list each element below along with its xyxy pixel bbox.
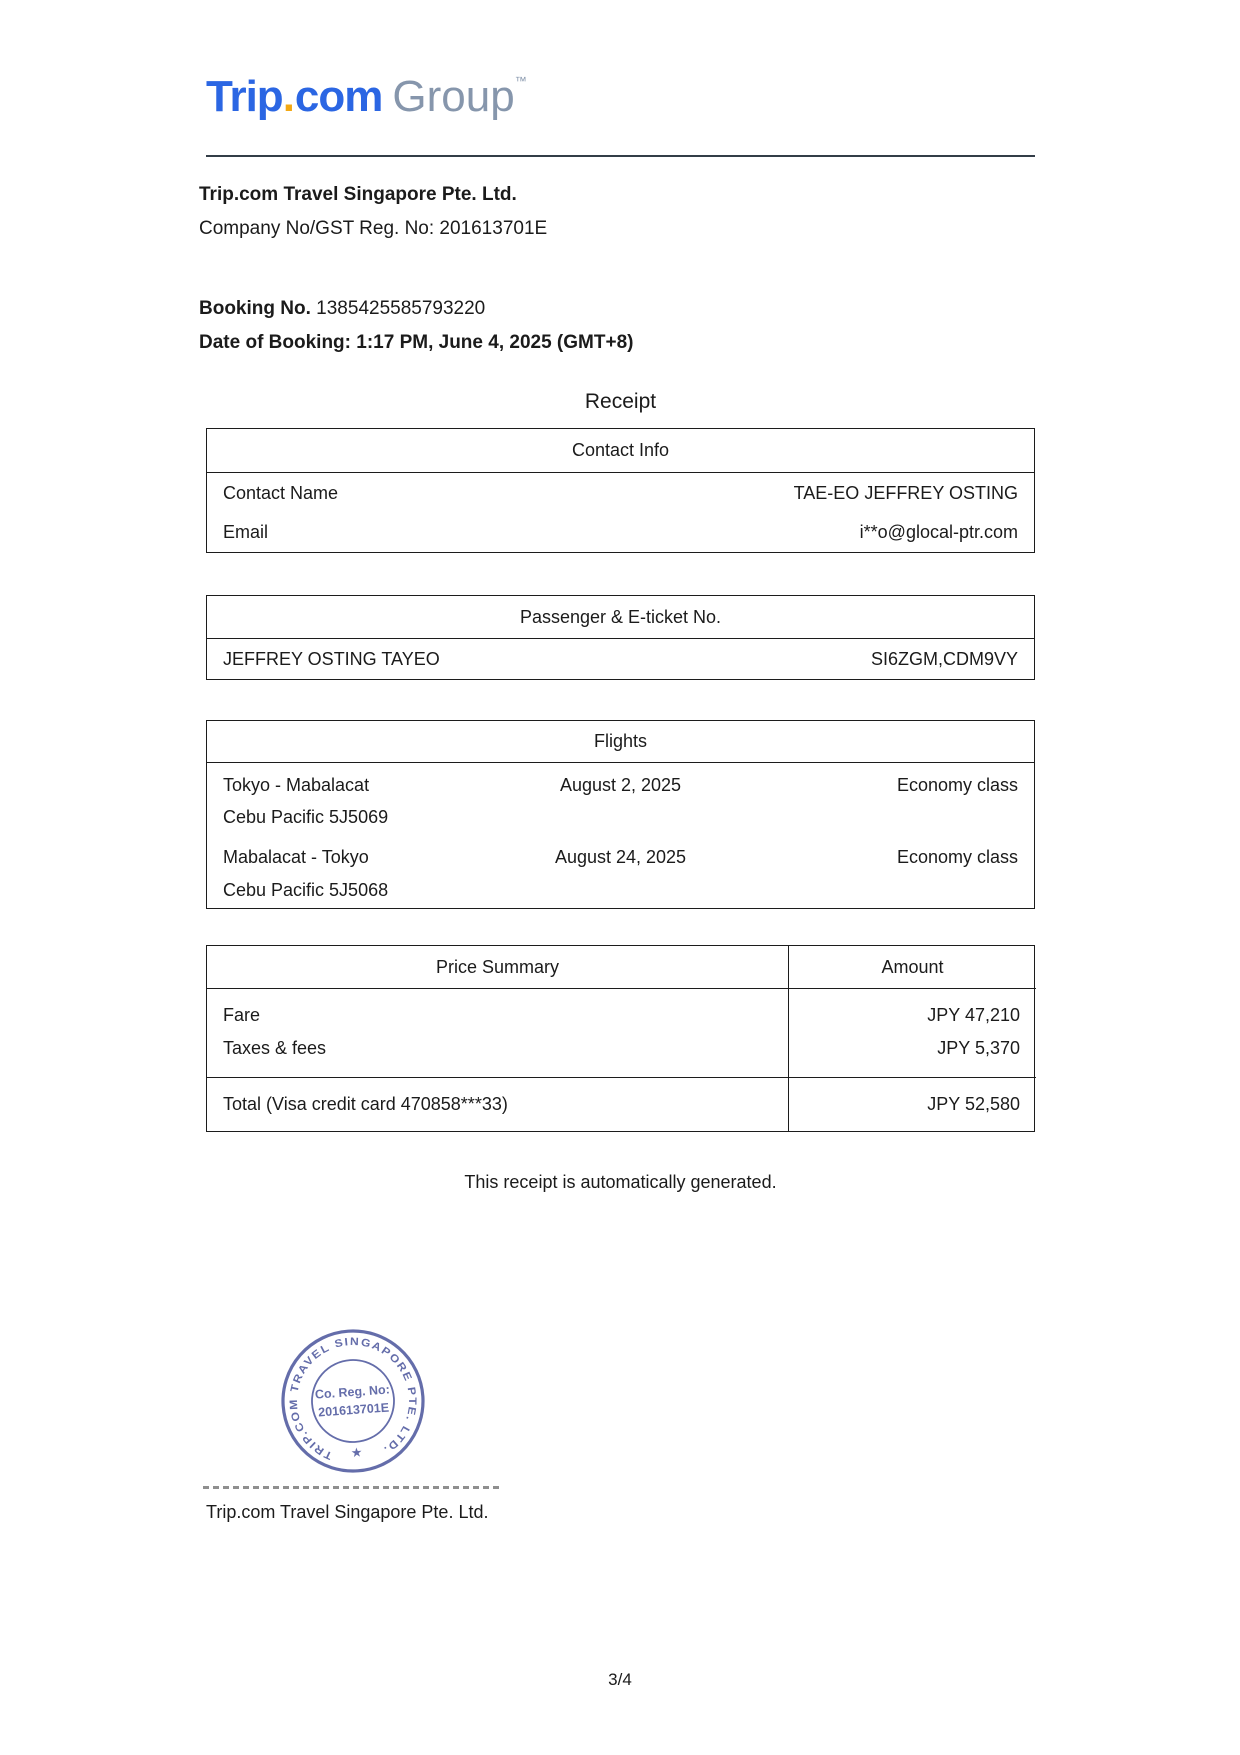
price-labels-cell <box>207 989 788 1078</box>
contact-name-label: Contact Name <box>223 482 339 503</box>
flight-route: Mabalacat - Tokyo <box>223 847 369 867</box>
table-row <box>207 639 1034 679</box>
auto-generated-note: This receipt is automatically generated. <box>464 1172 777 1192</box>
price-summary-table <box>206 945 1035 1132</box>
footer-company-name: Trip.com Travel Singapore Pte. Ltd. <box>206 1502 489 1522</box>
taxes-fees-label: Taxes & fees <box>223 1038 327 1058</box>
total-label-cell <box>207 1078 788 1131</box>
passenger-table-header: Passenger & E-ticket No. <box>207 596 1034 639</box>
stamp-reg-label: Co. Reg. No: <box>314 1382 391 1402</box>
logo-trip-text: Trip <box>206 72 283 121</box>
booking-info <box>199 292 633 360</box>
stamp-star-icon: ★ <box>350 1444 363 1461</box>
total-label: Total (Visa credit card 470858***33) <box>223 1094 508 1114</box>
contact-table-header: Contact Info <box>207 429 1034 473</box>
company-registration: Company No/GST Reg. No: 201613701E <box>199 218 548 239</box>
table-row <box>207 473 1034 513</box>
flight-carrier: Cebu Pacific 5J5068 <box>223 879 389 900</box>
stamp-reg-number: 201613701E <box>317 1400 390 1420</box>
page-title: Receipt <box>584 390 657 413</box>
flight-cabin-class: Economy class <box>896 847 1018 867</box>
price-summary-grid <box>207 946 1034 1131</box>
flight-carrier: Cebu Pacific 5J5069 <box>223 807 389 827</box>
flight-date: August 2, 2025 <box>559 774 682 795</box>
flight-route: Tokyo - Mabalacat <box>223 774 370 795</box>
total-amount-cell <box>788 1078 1036 1131</box>
flight-date: August 24, 2025 <box>554 847 687 867</box>
booking-number-value: 1385425585793220 <box>316 298 486 319</box>
flight-cabin-class: Economy class <box>896 774 1018 795</box>
tripcom-group-logo <box>206 72 527 122</box>
stamp-ring-label: TRIP.COM TRAVEL SINGAPORE PTE. LTD. <box>287 1335 419 1462</box>
flights-table <box>206 720 1035 909</box>
booking-number-line <box>199 292 633 326</box>
flight-row <box>207 836 1034 909</box>
logo-com-text: com <box>294 72 383 121</box>
company-info <box>199 178 547 246</box>
flight-row <box>207 763 1034 836</box>
booking-date-line: Date of Booking: 1:17 PM, June 4, 2025 (GMT+8) <box>199 332 634 353</box>
flight-summary-line <box>207 763 1034 807</box>
contact-info-table <box>206 428 1035 553</box>
company-seal-stamp <box>278 1326 428 1476</box>
flight-summary-line <box>207 836 1034 880</box>
taxes-fees-amount: JPY 5,370 <box>937 1038 1020 1058</box>
fare-label: Fare <box>223 1005 261 1025</box>
amount-header: Amount <box>788 946 1036 989</box>
company-name: Trip.com Travel Singapore Pte. Ltd. <box>199 184 517 205</box>
passenger-eticket-table <box>206 595 1035 680</box>
trademark-symbol: ™ <box>514 74 527 88</box>
contact-email-label: Email <box>223 522 269 542</box>
eticket-number: SI6ZGM,CDM9VY <box>870 648 1018 669</box>
fare-amount: JPY 47,210 <box>927 1005 1020 1025</box>
logo-dot: . <box>282 72 295 121</box>
total-amount: JPY 52,580 <box>927 1094 1020 1114</box>
price-summary-header: Price Summary <box>207 946 788 989</box>
logo-group-text: Group <box>392 72 515 121</box>
booking-number-label: Booking No. <box>199 298 311 319</box>
table-row <box>207 513 1034 552</box>
page-number: 3/4 <box>608 1670 632 1689</box>
contact-name-value: TAE-EO JEFFREY OSTING <box>793 482 1018 503</box>
contact-email-value: i**o@glocal-ptr.com <box>859 522 1018 542</box>
flights-table-header: Flights <box>207 721 1034 763</box>
price-amounts-cell <box>788 989 1036 1078</box>
signature-dashed-line <box>203 1486 499 1489</box>
passenger-name: JEFFREY OSTING TAYEO <box>223 648 440 669</box>
header-divider <box>206 155 1035 157</box>
